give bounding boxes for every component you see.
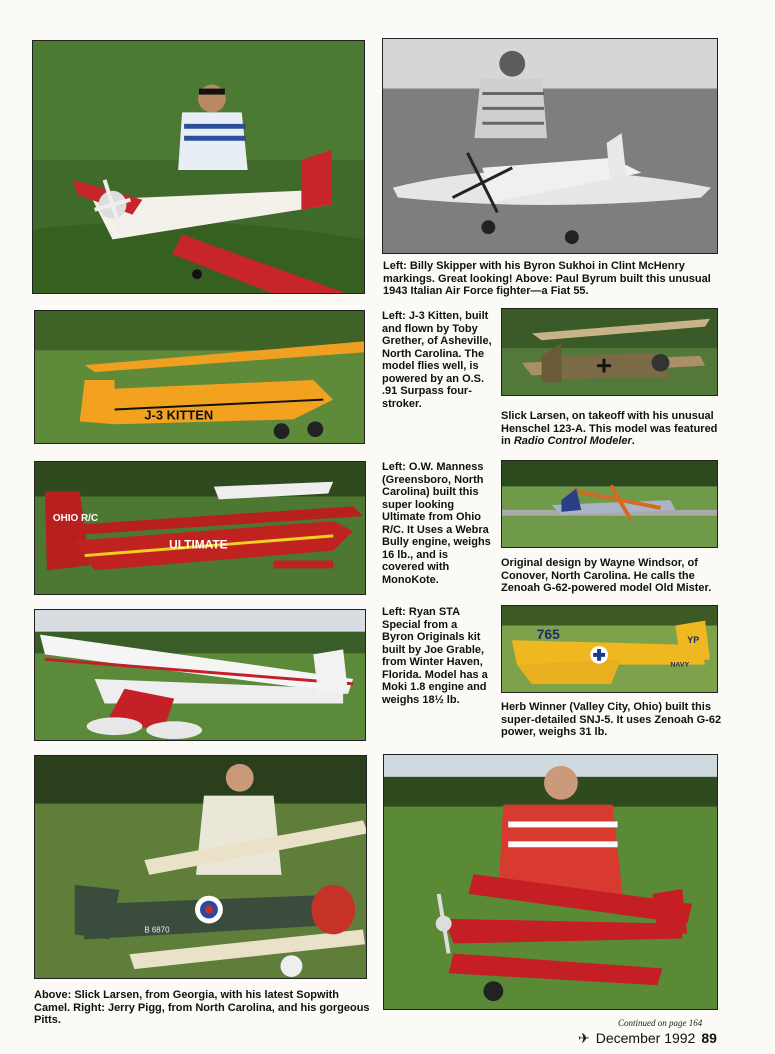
photo-fiat55 xyxy=(382,38,718,254)
caption-old-mister: Original design by Wayne Windsor, of Conover, North Carolina. He calls the Zenoah G-62-powered model Old Mister. xyxy=(501,557,712,594)
issue-date: December 1992 xyxy=(595,1030,696,1046)
photo-ryanst xyxy=(34,609,366,741)
caption-henschel-magazine: Radio Control Modeler xyxy=(513,435,632,447)
caption-camel-pitts: Above: Slick Larsen, from Georgia, with his latest Sopwith Camel. Right: Jerry Pigg, from North Carolina, and his gorgeous Pitts. xyxy=(34,989,370,1026)
photo-sukhoi xyxy=(32,40,365,294)
caption-sukhoi-fiat: Left: Billy Skipper with his Byron Sukhoi in Clint McHenry markings. Great looking! Above: Paul Byrum built this unusual 1943 Italian Air Force fighter—a Fiat 55. xyxy=(383,260,711,297)
photo-snj5 xyxy=(501,605,718,693)
caption-henschel-end: . xyxy=(631,435,635,447)
ultimate-marking: ULTIMATE xyxy=(169,537,228,552)
caption-ultimate: Left: O.W. Manness (Greensboro, North Carolina) built this super looking Ultimate from Ohio R/C. It Uses a Webra Bully engine, weighs 16 lb., and is covered with MonoKote. xyxy=(382,461,491,586)
photo-ultimate xyxy=(34,461,366,595)
photo-pitts xyxy=(383,754,718,1010)
photo-camel xyxy=(34,755,367,979)
plane-icon: ✈ xyxy=(578,1030,590,1046)
caption-henschel-text: Slick Larsen, on takeoff with his unusual Henschel 123-A. This model was featured in xyxy=(501,410,718,447)
page-footer xyxy=(578,1030,717,1047)
photo-j3kitten xyxy=(34,310,365,444)
snj-navy-marking: NAVY xyxy=(670,661,690,669)
page-number: 89 xyxy=(701,1030,717,1046)
ohio-rc-marking: OHIO R/C xyxy=(52,513,99,525)
j3-kitten-marking: J-3 KITTEN xyxy=(144,407,214,423)
photo-oldmister xyxy=(501,460,718,548)
photo-henschel xyxy=(501,308,718,396)
snj-number: 765 xyxy=(536,627,560,643)
caption-ryan-sta: Left: Ryan STA Special from a Byron Originals kit built by Joe Grable, from Winter Haven, Florida. Model has a Moki 1.8 engine and weighs 18½ lb. xyxy=(382,606,488,706)
caption-snj5: Herb Winner (Valley City, Ohio) built this super-detailed SNJ-5. It uses Zenoah G-62 power, weighs 31 lb. xyxy=(501,701,722,738)
continued-note: Continued on page 164 xyxy=(618,1018,703,1028)
caption-j3-kitten: Left: J-3 Kitten, built and flown by Toby Grether, of Asheville, North Carolina. The model flies well, is powered by an O.S. .91 Surpass four-stroker. xyxy=(382,310,492,410)
caption-henschel xyxy=(501,410,723,448)
snj-tail-code: YP xyxy=(687,635,700,646)
camel-serial: B 6870 xyxy=(144,925,170,935)
